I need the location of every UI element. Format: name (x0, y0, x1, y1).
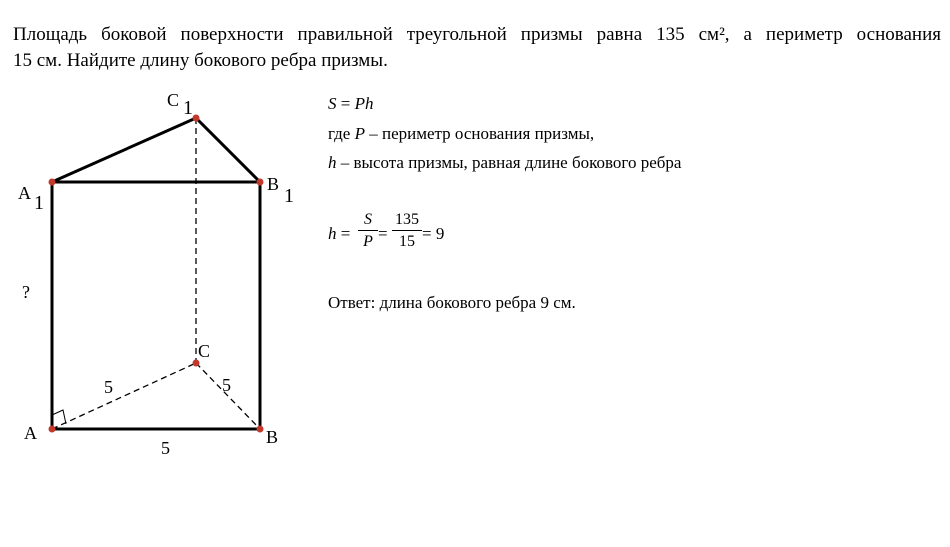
label-b1-index: 1 (284, 185, 294, 207)
edge-a1-c1 (52, 118, 196, 182)
label-a: A (24, 423, 37, 443)
label-c1: C (167, 90, 180, 110)
calc-h: h = (328, 224, 351, 243)
fraction-135-over-15: 135 15 (392, 211, 422, 251)
definition-p-line: где P – периметр основания призмы, (328, 124, 595, 143)
edge-label-lateral: ? (22, 282, 30, 302)
hidden-edge-a-c (52, 363, 196, 429)
label-b1: B (267, 174, 280, 194)
hidden-edge-c-b (196, 363, 260, 429)
point-a (49, 426, 56, 433)
label-c1-index: 1 (183, 97, 193, 119)
edge-label-ac: 5 (104, 377, 113, 397)
label-a1: A (18, 183, 31, 203)
formula-line: S = Ph (328, 94, 374, 113)
problem-line-2: 15 см. Найдите длину бокового ребра призмы. (13, 50, 388, 71)
calc-result: = 9 (422, 224, 445, 243)
problem-line-1: Площадь боковой поверхности правильной треугольной призмы равна 135 см², а периметр основания (13, 24, 941, 45)
point-a1 (49, 179, 56, 186)
edge-c1-b1 (196, 118, 260, 182)
fraction-s-over-p: S P (358, 211, 378, 251)
label-c: C (198, 341, 211, 361)
point-b1 (257, 179, 264, 186)
definition-h-line: h – высота призмы, равная длине бокового ребра (328, 153, 682, 172)
label-a1-index: 1 (34, 192, 44, 214)
label-b: B (266, 427, 279, 447)
edge-label-bc: 5 (222, 375, 231, 395)
edge-label-ab: 5 (161, 438, 170, 458)
answer-line: Ответ: длина бокового ребра 9 см. (328, 293, 576, 312)
right-angle-mark (52, 410, 66, 424)
point-b (257, 426, 264, 433)
point-c1 (193, 115, 200, 122)
calc-eq-2: = (378, 224, 388, 243)
